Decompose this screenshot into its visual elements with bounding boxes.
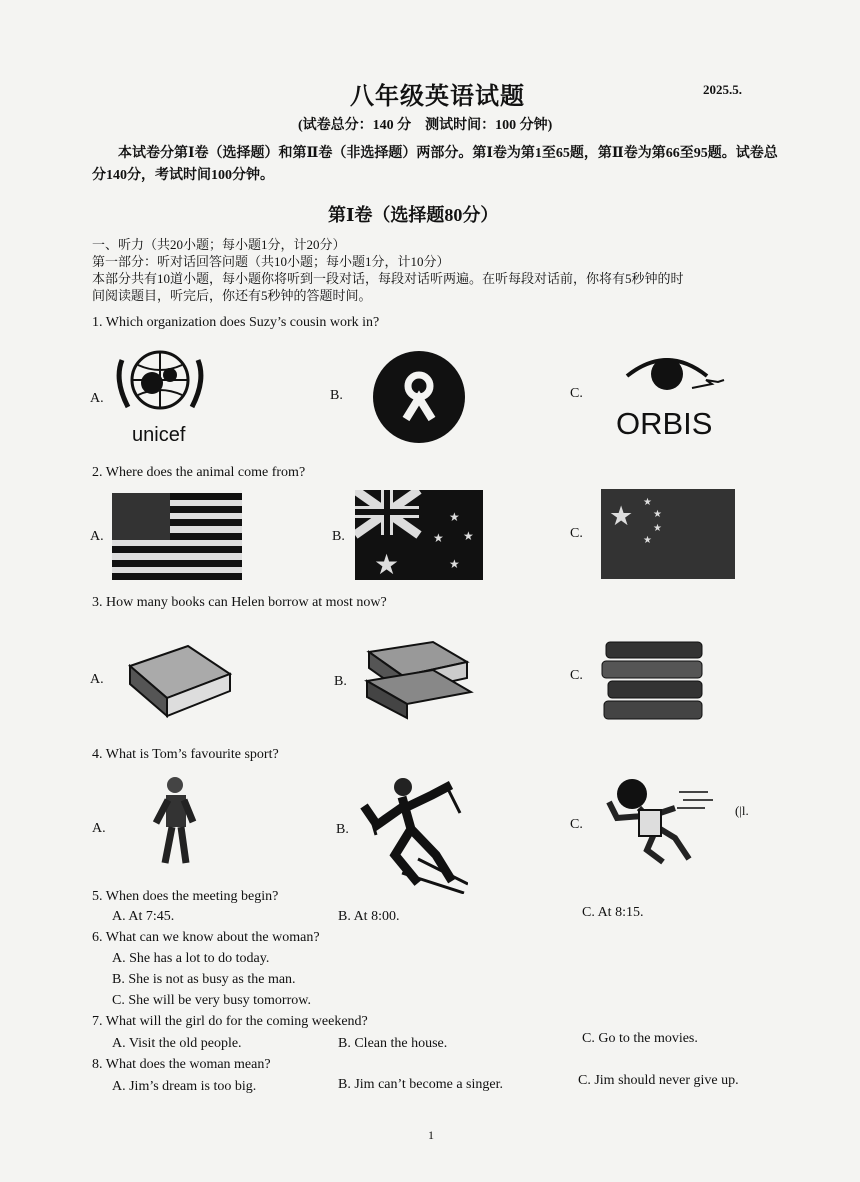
listening-heading: 一、听力（共20小题；每小题1分，计20分） xyxy=(92,237,346,252)
exam-subtitle: (试卷总分：140 分 测试时间：100 分钟) xyxy=(298,118,553,133)
q8-option-c: C. Jim should never give up. xyxy=(578,1073,739,1088)
q4-option-c: C. xyxy=(570,817,583,832)
flag-star: ★ xyxy=(643,535,652,546)
q1-option-c: C. xyxy=(570,386,583,401)
exam-title: 八年级英语试题 xyxy=(350,84,525,110)
orbis-logo-label: ORBIS xyxy=(616,406,713,441)
q8-option-b: B. Jim can’t become a singer. xyxy=(338,1077,503,1092)
q2-option-c: C. xyxy=(570,526,583,541)
question-6: 6. What can we know about the woman? xyxy=(92,930,320,945)
usa-flag xyxy=(112,493,242,580)
flag-star: ★ xyxy=(609,501,634,531)
q7-option-b: B. Clean the house. xyxy=(338,1036,448,1051)
handwritten-mark: (|l. xyxy=(735,803,749,818)
q3-option-c: C. xyxy=(570,668,583,683)
q5-option-a: A. At 7:45. xyxy=(112,909,175,924)
q3-option-b: B. xyxy=(334,674,347,689)
unicef-logo xyxy=(110,345,210,450)
question-1: 1. Which organization does Suzy’s cousin work in? xyxy=(92,315,380,330)
two-books-image xyxy=(355,638,480,720)
unicef-logo-label: unicef xyxy=(132,424,186,446)
running-boy-image xyxy=(605,774,715,869)
q4-option-b: B. xyxy=(336,822,349,837)
q5-option-b: B. At 8:00. xyxy=(338,909,400,924)
question-5: 5. When does the meeting begin? xyxy=(92,889,279,904)
flag-star: ★ xyxy=(433,531,444,545)
four-books-image xyxy=(598,640,710,722)
flag-star: ★ xyxy=(653,523,662,534)
child-charity-logo xyxy=(372,350,467,445)
q1-option-a: A. xyxy=(90,391,104,406)
listening-instructions-1: 本部分共有10道小题，每小题你将听到一段对话，每段对话听两遍。在听每段对话前，你将有5秒钟的时 xyxy=(92,271,684,286)
question-8: 8. What does the woman mean? xyxy=(92,1057,271,1072)
flag-star: ★ xyxy=(449,510,460,524)
section-title: 第Ⅰ卷（选择题80分） xyxy=(328,205,499,225)
q6-option-a: A. She has a lot to do today. xyxy=(112,951,270,966)
china-flag xyxy=(601,489,735,579)
page-number: 1 xyxy=(428,1128,434,1142)
walking-boy-image xyxy=(148,775,200,875)
question-4: 4. What is Tom’s favourite sport? xyxy=(92,747,279,762)
q4-option-a: A. xyxy=(92,821,106,836)
question-7: 7. What will the girl do for the coming weekend? xyxy=(92,1014,368,1029)
orbis-logo xyxy=(612,346,732,441)
q6-option-c: C. She will be very busy tomorrow. xyxy=(112,993,311,1008)
q2-option-a: A. xyxy=(90,529,104,544)
q5-option-c: C. At 8:15. xyxy=(582,905,644,920)
exam-date: 2025.5. xyxy=(703,82,742,97)
flag-star: ★ xyxy=(653,509,662,520)
q2-option-b: B. xyxy=(332,529,345,544)
listening-instructions-2: 间阅读题目，听完后，你还有5秒钟的答题时间。 xyxy=(92,288,372,303)
exam-intro: 本试卷分第Ⅰ卷（选择题）和第Ⅱ卷（非选择题）两部分。第Ⅰ卷为第1至65题，第Ⅱ卷为第66至95题。试卷总分140分，考试时间100分钟。 xyxy=(92,146,778,183)
q3-option-a: A. xyxy=(90,672,104,687)
australia-flag xyxy=(355,490,483,580)
q6-option-b: B. She is not as busy as the man. xyxy=(112,972,296,987)
q7-option-a: A. Visit the old people. xyxy=(112,1036,242,1051)
flag-star: ★ xyxy=(449,557,460,571)
flag-star: ★ xyxy=(643,497,652,508)
q1-option-b: B. xyxy=(330,388,343,403)
listening-part: 第一部分：听对话回答问题（共10小题；每小题1分，计10分） xyxy=(92,254,450,269)
flag-star: ★ xyxy=(463,529,474,543)
question-3: 3. How many books can Helen borrow at most now? xyxy=(92,595,387,610)
one-book-image xyxy=(112,636,237,721)
q8-option-a: A. Jim’s dream is too big. xyxy=(112,1079,257,1094)
question-2: 2. Where does the animal come from? xyxy=(92,465,306,480)
q7-option-c: C. Go to the movies. xyxy=(582,1031,698,1046)
flag-star: ★ xyxy=(374,550,400,580)
skier-image xyxy=(356,777,468,894)
